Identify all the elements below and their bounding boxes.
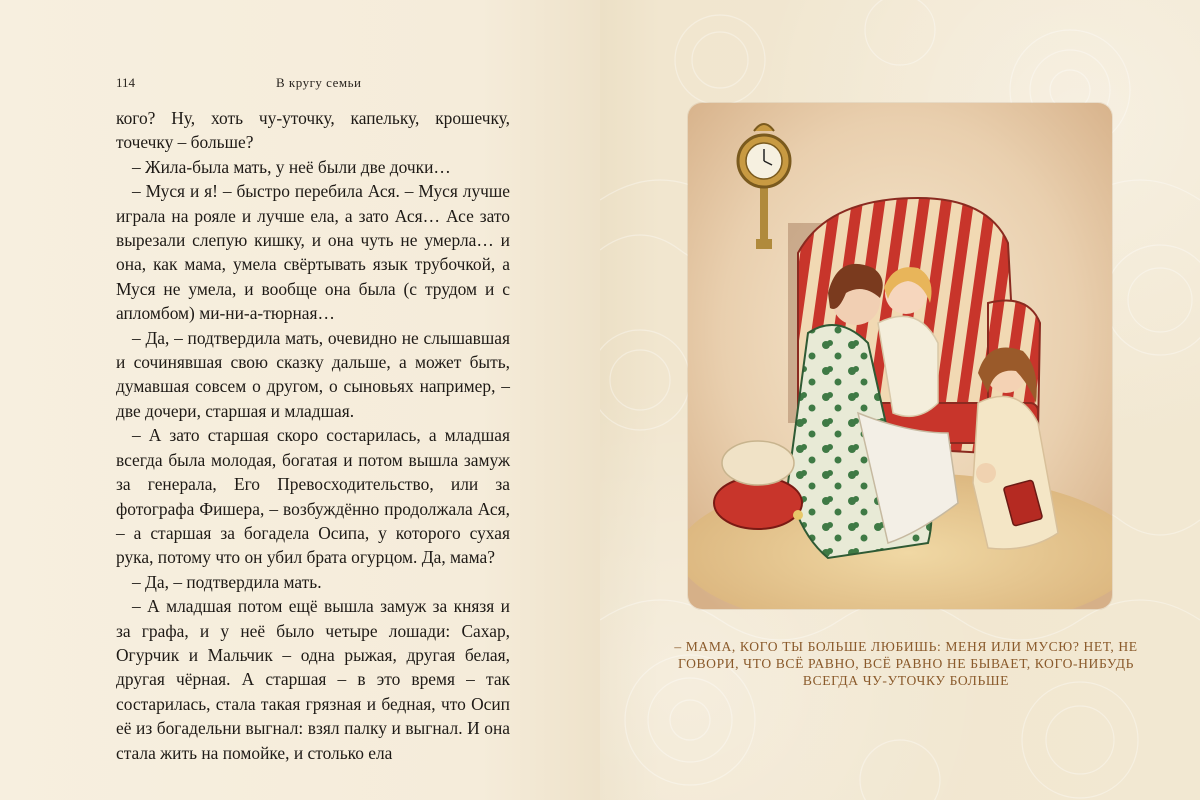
section-title: В кругу семьи	[276, 75, 362, 90]
illustration	[688, 103, 1112, 609]
paragraph: – Жила-была мать, у неё были две дочки…	[132, 156, 451, 177]
paragraph: кого? Ну, хоть чу-уточку, капельку, крошечку, точечку – больше?	[116, 108, 510, 153]
body-text	[116, 106, 510, 765]
cushion-icon	[714, 441, 803, 529]
vintage-illustration-icon	[688, 103, 1112, 609]
paragraph: – Да, – подтвердила мать, очевидно не слышавшая и сочинявшая свою сказку дальше, а может быть, думавшая совсем о другом, о сыновьях например, – две дочери, старшая и младшая.	[116, 327, 510, 421]
illustration-caption: – МАМА, КОГО ТЫ БОЛЬШЕ ЛЮБИШЬ: МЕНЯ ИЛИ МУСЮ? НЕТ, НЕ ГОВОРИ, ЧТО ВСЁ РАВНО, ВСЁ РАВНО НЕ БЫВАЕТ, КОГО-НИБУДЬ ВСЕГДА ЧУ-УТОЧКУ БОЛЬШЕ	[674, 639, 1138, 688]
paragraph: – Муся и я! – быстро перебила Ася. – Муся лучше играла на рояле и лучше ела, а зато Ася… Асе зато вырезали слепую кишку, и она чуть не умерла… и она, как мама, умела свёртывать язык трубочкой, а Муся не умела, и вообще она была (с трудом и с апломбом) ми-ни-а-тюрная…	[116, 181, 510, 324]
paragraph: – А зато старшая скоро состарилась, а младшая всегда была молодая, богатая и потом вышла замуж за генерала, Его Превосходительство, или за фотографа Фишера, – возбуждённо продолжала Ася, – а старшая за богадела Осипа, у которого сухая рука, потому что он убил брата огурцом. Да, мама?	[116, 425, 510, 568]
right-page	[600, 0, 1200, 800]
paragraph: – А младшая потом ещё вышла замуж за князя и за графа, и у неё было четыре лошади: Сахар, Огурчик и Мальчик – одна рыжая, другая белая, другая чёрная. А старшая – в это время – так состарилась, стала такая грязная и бедная, что Осип её из богадельни выгнал: взял палку и выгнал. И она стала жить на помойке, и столько ела	[116, 596, 510, 763]
paragraph: – Да, – подтвердила мать.	[132, 571, 322, 592]
page-number: 114	[116, 75, 136, 90]
